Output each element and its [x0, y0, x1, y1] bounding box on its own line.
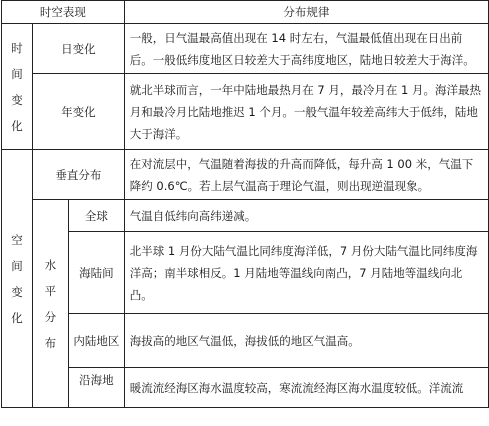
- coastal-text: 暖流流经海区海水温度较高，寒流流经海区海水温度较低。洋流流: [124, 368, 488, 408]
- table-row-sea-land: [2, 232, 489, 314]
- table-header-row: [2, 1, 489, 24]
- global-text: 气温自低纬向高纬递减。: [124, 200, 488, 232]
- table-row-vertical: [2, 150, 489, 200]
- table-row-global: [2, 200, 489, 232]
- header-distribution: 分布规律: [124, 1, 488, 24]
- vertical-distribution-text: 在对流层中，气温随着海拔的升高而降低，每升高 1 00 米，气温下降约 0.6℃。若上层气温高于理论气温，则出现逆温现象。: [124, 150, 488, 200]
- annual-change-label: 年变化: [32, 74, 124, 150]
- daily-change-text: 一般，日气温最高值出现在 14 时左右，气温最低值出现在日出前后。一般低纬度地区日较差大于高纬度地区，陆地日较差大于海洋。: [124, 24, 488, 74]
- inland-label: 内陆地区: [68, 314, 124, 368]
- global-label: 全球: [68, 200, 124, 232]
- table-row-coastal: [2, 368, 489, 408]
- coastal-label: 沿海地: [68, 368, 124, 408]
- sea-land-label: 海陆间: [68, 232, 124, 314]
- time-change-label: 时 间 变 化: [2, 24, 33, 150]
- table-row-annual: [2, 74, 489, 150]
- annual-change-text: 就北半球而言，一年中陆地最热月在 7 月，最冷月在 1 月。海洋最热月和最冷月比陆地推迟 1 个月。一般气温年较差高纬大于低纬，陆地大于海洋。: [124, 74, 488, 150]
- inland-text: 海拔高的地区气温低，海拔低的地区气温高。: [124, 314, 488, 368]
- table-row-inland: [2, 314, 489, 368]
- header-spacetime: 时空表现: [2, 1, 125, 24]
- temperature-distribution-table: [1, 0, 489, 408]
- daily-change-label: 日变化: [32, 24, 124, 74]
- sea-land-text: 北半球 1 月份大陆气温比同纬度海洋低，7 月份大陆气温比同纬度海洋高；南半球相反。1 月陆地等温线向南凸，7 月陆地等温线向北凸。: [124, 232, 488, 314]
- space-change-label: 空 间 变 化: [2, 150, 33, 408]
- table-row-daily: [2, 24, 489, 74]
- vertical-distribution-label: 垂直分布: [32, 150, 124, 200]
- horizontal-distribution-label: 水 平 分 布: [32, 200, 68, 408]
